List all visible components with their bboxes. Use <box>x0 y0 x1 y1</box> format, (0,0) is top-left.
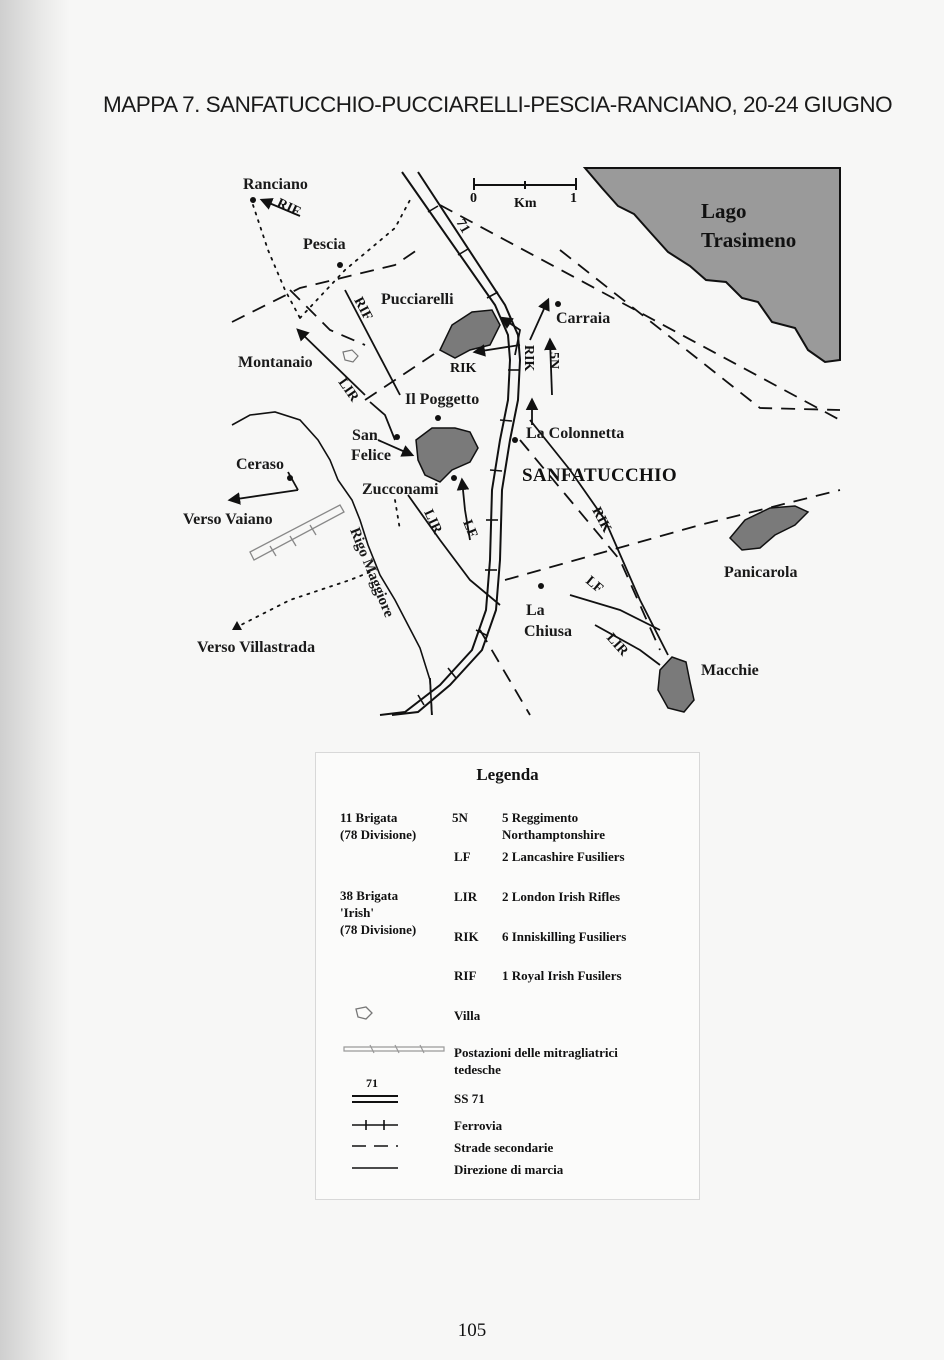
place-panicarola: Panicarola <box>724 564 798 581</box>
legend-mg-line2: tedesche <box>454 1062 501 1077</box>
place-montanaio: Montanaio <box>238 354 313 371</box>
place-pescia: Pescia <box>303 236 346 253</box>
legend-brigade-11-line2: (78 Divisione) <box>340 827 417 842</box>
unit-rif-mid: RIF <box>350 294 376 324</box>
place-verso-vaiano: Verso Vaiano <box>183 511 273 528</box>
legend-road-icon <box>350 1093 400 1105</box>
unit-lf-mid: LF <box>459 517 480 541</box>
lake-label-lago: Lago <box>701 199 747 223</box>
unit-rif-top: RIF <box>274 196 303 220</box>
scale-start: 0 <box>470 191 477 206</box>
unit-rik-vertical: RIK <box>521 345 536 372</box>
legend-mg-icon <box>340 1041 450 1055</box>
unit-5n: 5N <box>546 352 561 370</box>
place-verso-villastrada: Verso Villastrada <box>197 639 316 656</box>
legend-brigade-11-line1: 11 Brigata <box>340 810 398 825</box>
unit-lir-east: LIR <box>603 630 631 660</box>
place-macchie: Macchie <box>701 662 759 679</box>
legend-code-lf: LF <box>454 849 471 864</box>
place-san: San <box>352 427 378 444</box>
legend-direction: Direzione di marcia <box>454 1162 564 1177</box>
place-ceraso: Ceraso <box>236 456 284 473</box>
legend-railway: Ferrovia <box>454 1118 503 1133</box>
place-ranciano: Ranciano <box>243 176 308 193</box>
legend-desc-rif: 1 Royal Irish Fusilers <box>502 968 622 983</box>
map-legend <box>315 752 700 1200</box>
page-title: MAPPA 7. SANFATUCCHIO-PUCCIARELLI-PESCIA-RANCIANO, 20-24 GIUGNO <box>103 92 893 117</box>
legend-brigade-38-line3: (78 Divisione) <box>340 922 417 937</box>
place-il-poggetto: Il Poggetto <box>405 391 480 408</box>
place-zucconami: Zucconami <box>362 481 439 498</box>
place-carraia: Carraia <box>556 310 611 327</box>
legend-railway-icon <box>350 1119 400 1131</box>
legend-mg-line1: Postazioni delle mitragliatrici <box>454 1045 618 1060</box>
legend-secondary-road-icon <box>350 1141 400 1151</box>
unit-rik-east: RIK <box>588 504 615 536</box>
legend-code-5n: 5N <box>452 810 468 825</box>
legend-road: SS 71 <box>454 1091 485 1106</box>
legend-villa: Villa <box>454 1008 481 1023</box>
scale-unit: Km <box>514 196 537 211</box>
scale-bar <box>470 178 577 211</box>
legend-desc-lf: 2 Lancashire Fusiliers <box>502 849 625 864</box>
place-sanfatucchio: SANFATUCCHIO <box>522 465 677 486</box>
scale-end: 1 <box>570 191 577 206</box>
unit-lir-south: LIR <box>420 507 445 537</box>
legend-title: Legenda <box>476 765 539 784</box>
legend-brigade-38-line1: 38 Brigata <box>340 888 399 903</box>
legend-desc-5n-2: Northamptonshire <box>502 827 606 842</box>
unit-rik-north: RIK <box>450 361 477 376</box>
legend-secondary: Strade secondarie <box>454 1140 554 1155</box>
legend-code-rif: RIF <box>454 968 477 983</box>
area-panicarola <box>730 506 808 550</box>
villa-symbol <box>343 350 358 362</box>
legend-code-lir: LIR <box>454 889 478 904</box>
legend-code-rik: RIK <box>454 929 479 944</box>
legend-desc-lir: 2 London Irish Rifles <box>502 889 621 904</box>
place-la: La <box>526 602 545 619</box>
page-number: 105 <box>457 1320 487 1341</box>
area-macchie <box>658 657 694 712</box>
legend-road-number: 71 <box>366 1076 378 1090</box>
place-chiusa: Chiusa <box>524 623 573 640</box>
legend-desc-rik: 6 Inniskilling Fusiliers <box>502 929 627 944</box>
legend-desc-5n: 5 Reggimento <box>502 810 579 825</box>
lake-label-trasimeno: Trasimeno <box>701 228 797 252</box>
place-pucciarelli: Pucciarelli <box>381 291 454 308</box>
place-rigo-maggiore: Rigo Maggiore <box>346 525 397 620</box>
legend-brigade-38-line2: 'Irish' <box>340 905 374 920</box>
place-la-colonnetta: La Colonnetta <box>526 425 625 442</box>
area-san-felice <box>416 428 478 482</box>
unit-lir-west: LIR <box>334 375 362 405</box>
legend-villa-icon <box>352 1003 376 1023</box>
area-pucciarelli <box>440 310 500 358</box>
lake-trasimeno <box>585 168 840 362</box>
legend-direction-icon <box>350 1163 400 1173</box>
road-number-71: 71 <box>452 216 473 237</box>
unit-lf-east: LF <box>582 573 606 597</box>
place-felice: Felice <box>351 447 391 464</box>
